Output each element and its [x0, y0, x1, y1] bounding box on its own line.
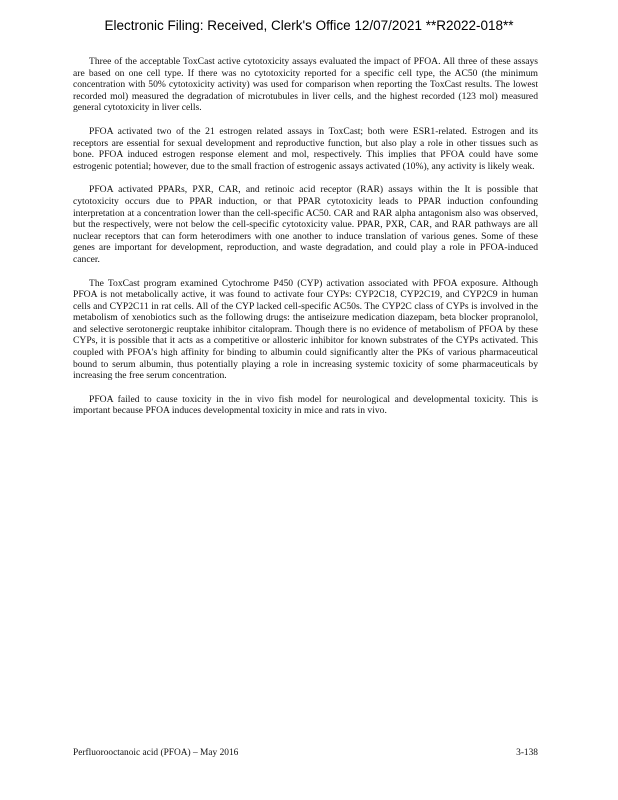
paragraph-cyp-activation: The ToxCast program examined Cytochrome P450 (CYP) activation associated with PFOA exposure. Although PFOA is not metabolically active, it was found to activate four CYPs: CYP2C18, CYP2C19, and CYP2C9 in human cells and CYP2C11 in rat cells. All of the CYP lacked cell-specific AC50s. The CYP2C class of CYPs is involved in the metabolism of xenobiotics such as the following drugs: the antiseizure medication diazepam, beta blocker propranolol, and selective serotonergic reuptake inhibitor citalopram. Though there is no evidence of metabolism of PFOA by these CYPs, it is possible that it acts as a competitive or allosteric inhibitor for known substrates of the CYPs activated. This coupled with PFOA's high affinity for binding to albumin could significantly alter the PKs of various pharmaceutical bound to serum albumin, thus potentially playing a role in increasing systemic toxicity of some pharmaceuticals by increasing the free serum concentration.	[73, 277, 538, 382]
footer-document-title: Perfluorooctanoic acid (PFOA) – May 2016	[73, 748, 239, 758]
paragraph-cytotoxicity: Three of the acceptable ToxCast active cytotoxicity assays evaluated the impact of PFOA. All three of these assays are based on one cell type. If there was no cytotoxicity reported for a specific cell type, the AC50 (the minimum concentration with 50% cytotoxicity activity) was used for comparison when reporting the ToxCast results. The lowest recorded mol) measured the degradation of microtubules in liver cells, and the highest recorded (123 mol) measured general cytotoxicity in liver cells.	[73, 56, 538, 114]
document-body	[73, 56, 538, 429]
page-number: 3-138	[516, 748, 538, 758]
paragraph-nuclear-receptors: PFOA activated PPARs, PXR, CAR, and retinoic acid receptor (RAR) assays within the It is possible that cytotoxicity occurs due to PPAR induction, or that PPAR cytotoxicity leads to PPAR induction confounding interpretation at a concentration lower than the cell-specific AC50. CAR and RAR alpha antagonism also was observed, but the respectively, were not below the cell-specific cytotoxicity value. PPAR, PXR, CAR, and RAR pathways are all nuclear receptors that can form heterodimers with one another to induce translation of various genes. Some of these genes are important for development, reproduction, and waste degradation, and could play a role in PFOA-induced cancer.	[73, 184, 538, 265]
filing-header: Electronic Filing: Received, Clerk's Office 12/07/2021 **R2022-018**	[104, 18, 514, 33]
paragraph-in-vivo: PFOA failed to cause toxicity in the in vivo fish model for neurological and developmental toxicity. This is important because PFOA induces developmental toxicity in mice and rats in vivo.	[73, 393, 538, 417]
paragraph-estrogen: PFOA activated two of the 21 estrogen related assays in ToxCast; both were ESR1-related. Estrogen and its receptors are essential for sexual development and reproductive function, but also play a role in other tissues such as bone. PFOA induced estrogen response element and mol, respectively. This implies that PFOA could have some estrogenic potential; however, due to the small fraction of estrogenic assays activated (10%), any activity is likely weak.	[73, 125, 538, 172]
